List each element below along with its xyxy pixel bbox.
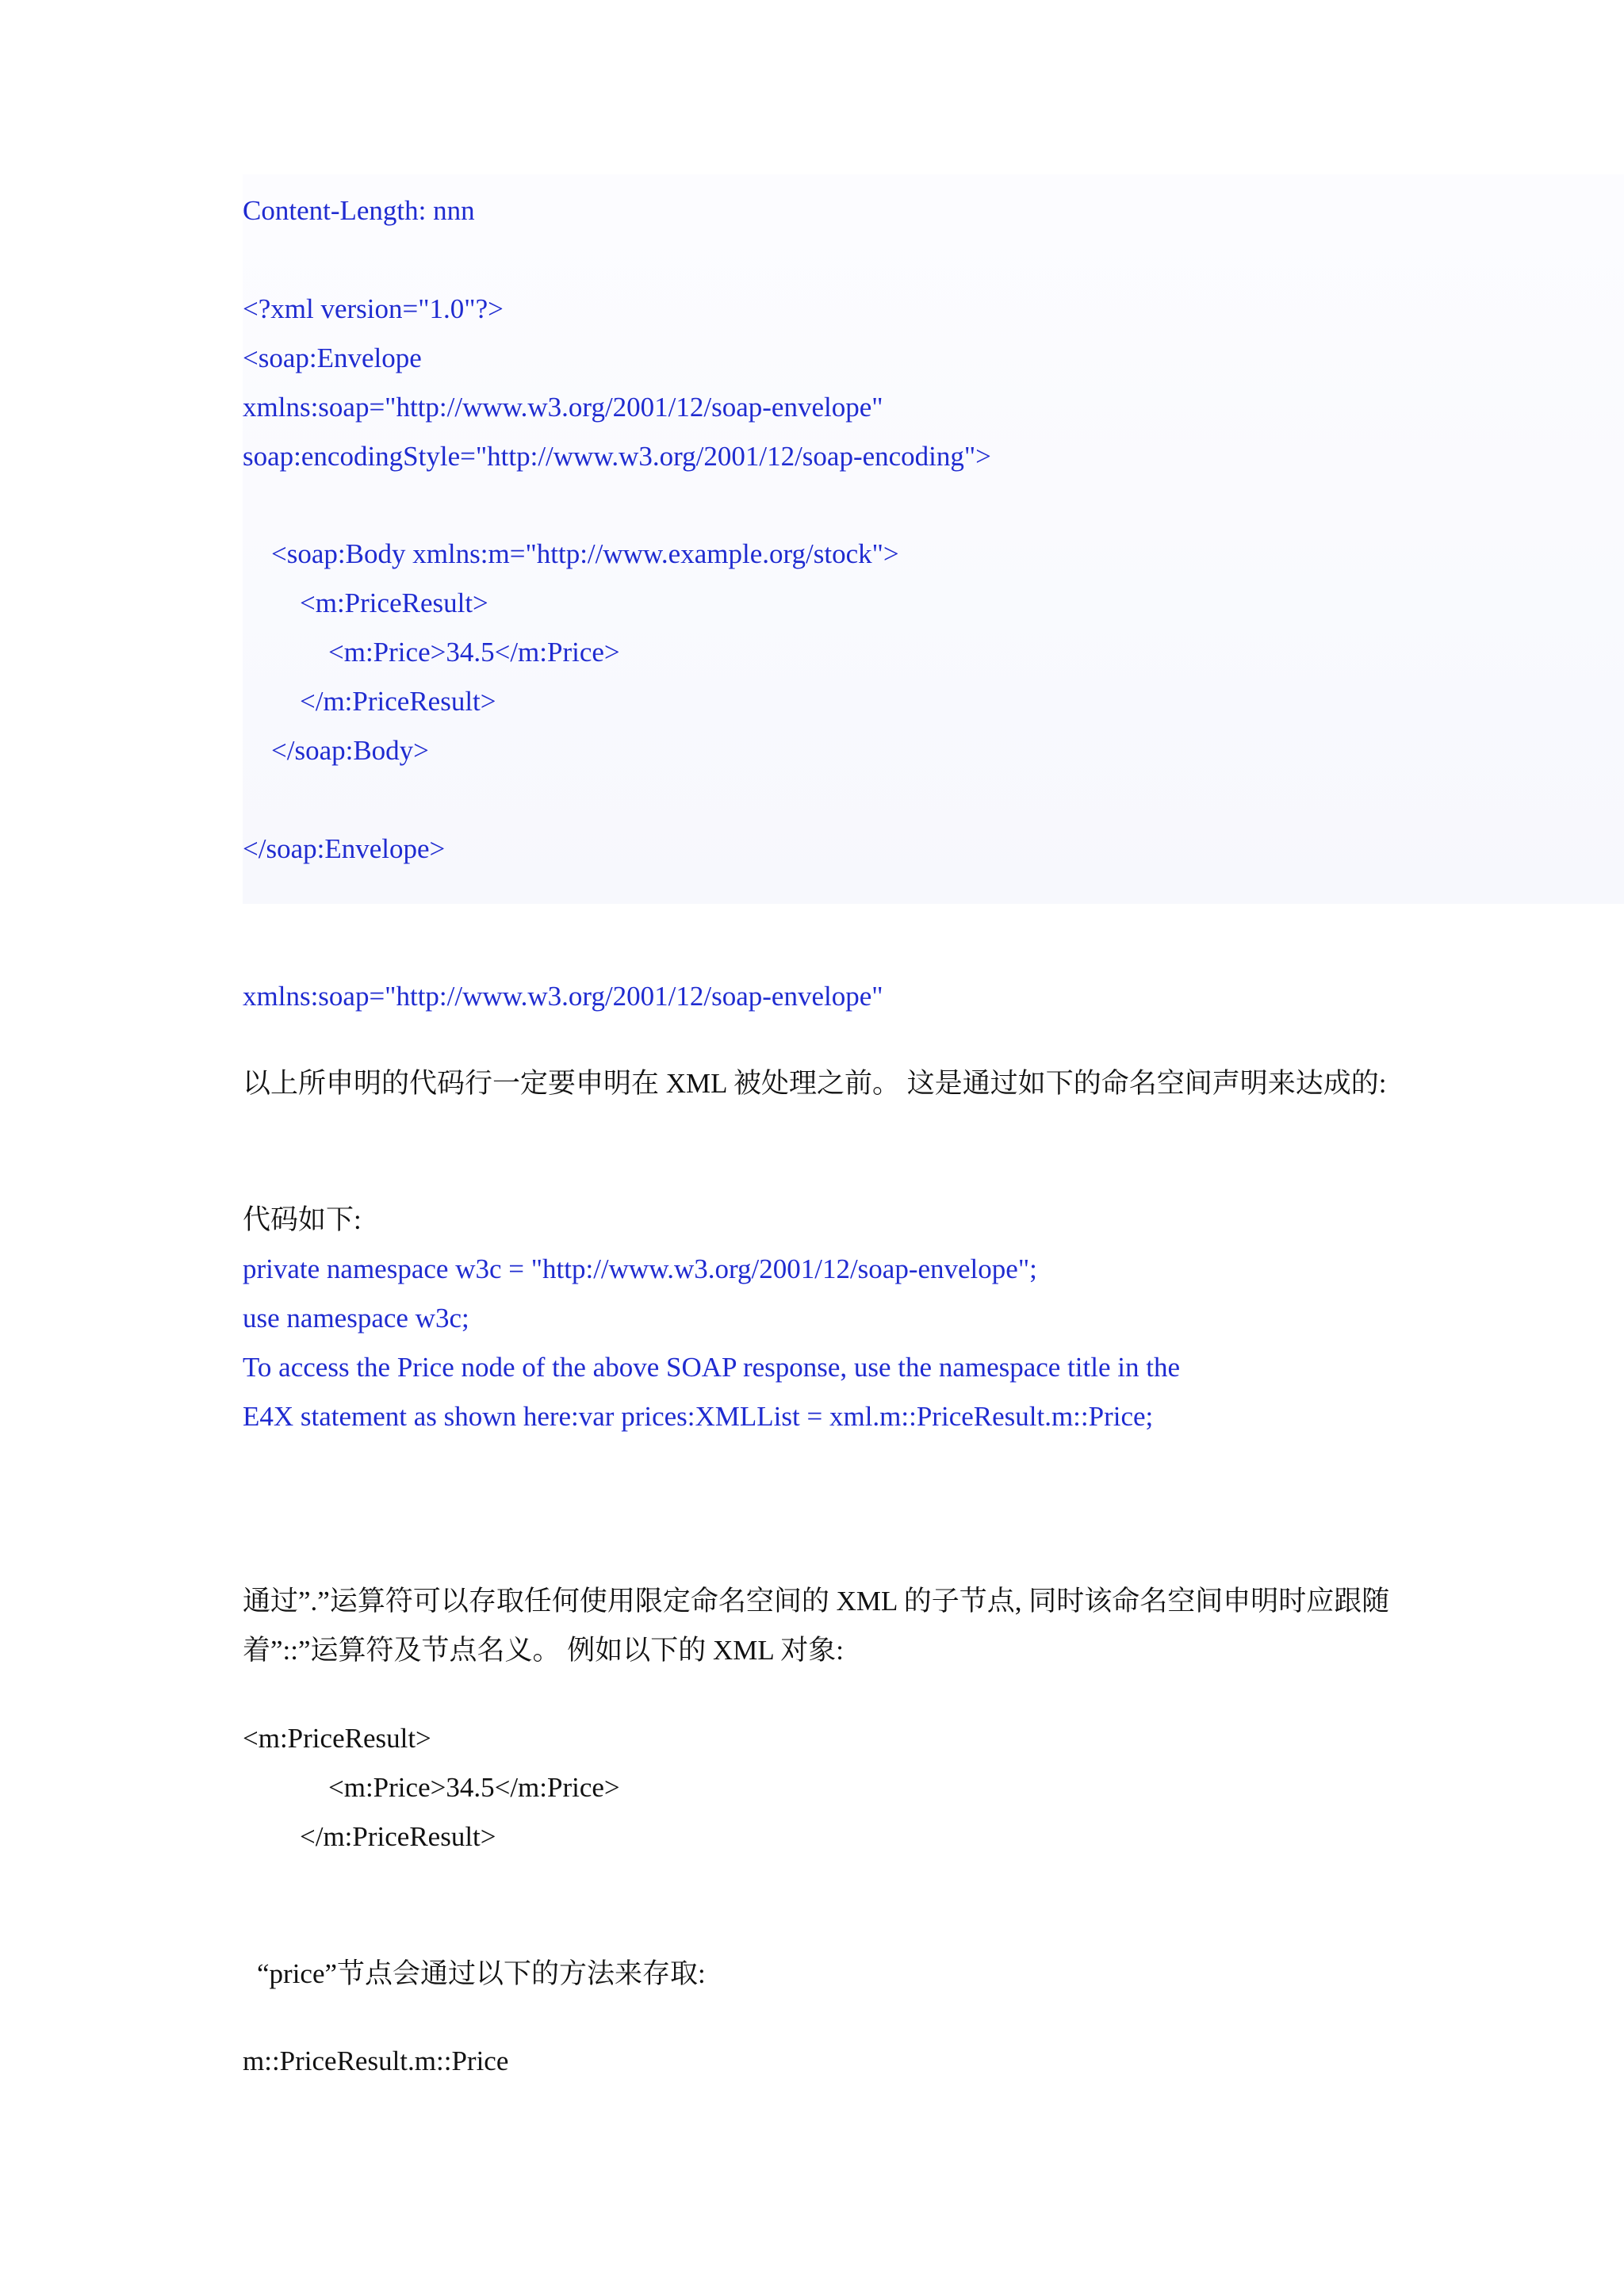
soap-body-close-line: </soap:Body> (271, 735, 429, 766)
namespace-declaration-line: xmlns:soap="http://www.w3.org/2001/12/soap-envelope" (243, 981, 883, 1012)
content-length-line: Content-Length: nnn (243, 195, 475, 226)
code-label: 代码如下: (243, 1204, 362, 1235)
price-result-open-line: <m:PriceResult> (300, 587, 488, 618)
price-access-paragraph: “price”节点会通过以下的方法来存取: (257, 1958, 706, 1989)
encoding-style-line: soap:encodingStyle="http://www.w3.org/2001/12/soap-encoding"> (243, 441, 991, 472)
xml-declaration-line: <?xml version="1.0"?> (243, 293, 504, 324)
envelope-open-line: <soap:Envelope (243, 342, 422, 373)
envelope-close-line: </soap:Envelope> (243, 833, 446, 864)
as-code-line-2: use namespace w3c; (243, 1303, 469, 1334)
price-line: <m:Price>34.5</m:Price> (328, 637, 620, 668)
xmlns-soap-line: xmlns:soap="http://www.w3.org/2001/12/soap-envelope" (243, 392, 883, 423)
as-code-line-1: private namespace w3c = "http://www.w3.org/2001/12/soap-envelope"; (243, 1253, 1037, 1284)
intro-paragraph: 以上所申明的代码行一定要申明在 XML 被处理之前。 这是通过如下的命名空间声明来达成的: (243, 1068, 1387, 1099)
price-result-close-line: </m:PriceResult> (300, 686, 496, 717)
example-price-result-close: </m:PriceResult> (300, 1821, 496, 1852)
as-code-line-3: To access the Price node of the above SOAP response, use the namespace title in the (243, 1352, 1181, 1383)
example-price-result-open: <m:PriceResult> (243, 1723, 431, 1754)
example-price-line: <m:Price>34.5</m:Price> (328, 1772, 620, 1803)
as-code-line-4: E4X statement as shown here:var prices:XMLList = xml.m::PriceResult.m::Price; (243, 1401, 1154, 1432)
operator-paragraph: 通过”.”运算符可以存取任何使用限定命名空间的 XML 的子节点, 同时该命名空间申明时应跟随着”::”运算符及节点名义。 例如以下的 XML 对象: (243, 1586, 1390, 1666)
access-expression: m::PriceResult.m::Price (243, 2045, 509, 2076)
soap-body-open-line: <soap:Body xmlns:m="http://www.example.org/stock"> (271, 538, 899, 569)
